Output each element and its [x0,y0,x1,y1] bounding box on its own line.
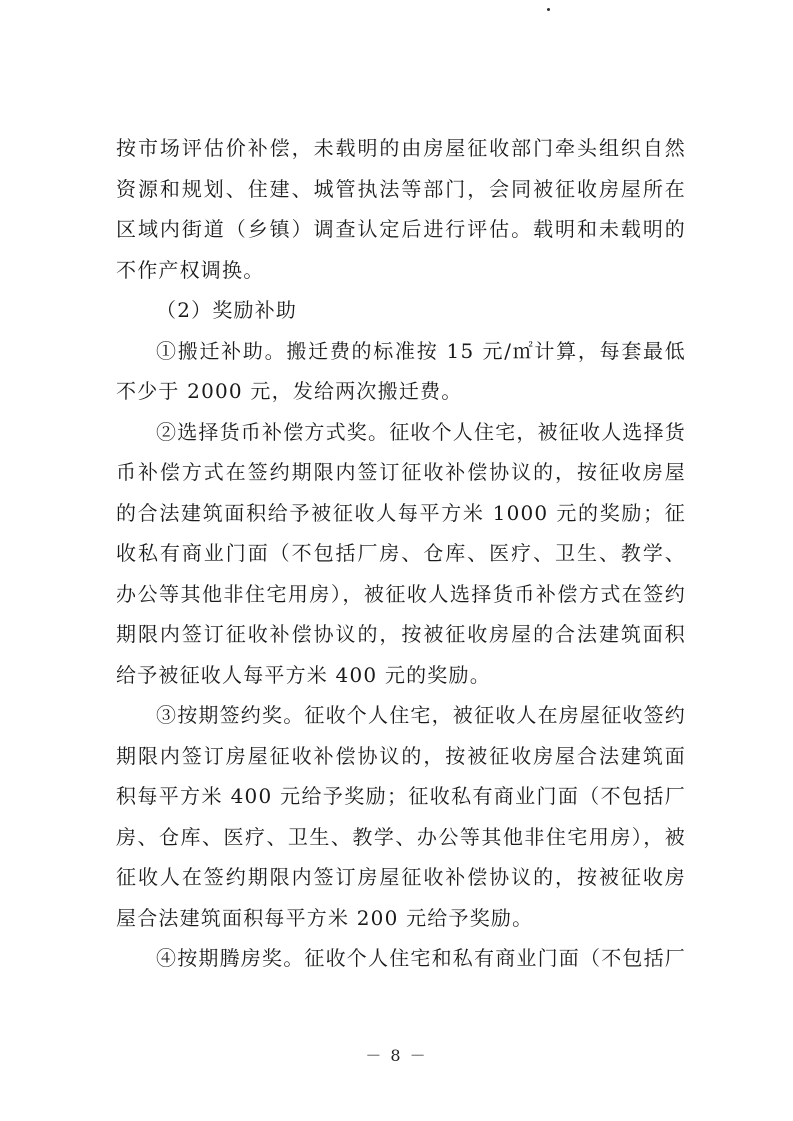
paragraph-timely-vacating-award: ④按期腾房奖。征收个人住宅和私有商业门面（不包括厂 [156,946,686,970]
paragraph-relocation-subsidy: ①搬迁补助。搬迁费的标准按 15 元/㎡计算，每套最低不少于 2000 元，发给两次搬迁费。 [116,338,686,403]
document-body [116,128,686,979]
paragraph-monetary-compensation-award: ②选择货币补偿方式奖。征收个人住宅，被征收人选择货币补偿方式在签约期限内签订征收补偿协议的，按征收房屋的合法建筑面积给予被征收人每平方米 1000 元的奖励；征收私有商业门面（不包括厂房、仓库、医疗、卫生、教学、办公等其他非住宅用房），被征收人选择货币补偿方式在签约期限内签订征收补偿协议的，按被征收房屋的合法建筑面积给予被征收人每平方米 400 元的奖励。 [116,419,686,687]
paragraph-continuation: 按市场评估价补偿，未载明的由房屋征收部门牵头组织自然资源和规划、住建、城管执法等部门，会同被征收房屋所在区域内街道（乡镇）调查认定后进行评估。载明和未载明的不作产权调换。 [116,136,686,282]
section-heading-rewards: （2）奖励补助 [156,298,298,322]
paragraph-timely-signing-award: ③按期签约奖。征收个人住宅，被征收人在房屋征收签约期限内签订房屋征收补偿协议的，按被征收房屋合法建筑面积每平方米 400 元给予奖励；征收私有商业门面（不包括厂房、仓库、医疗、卫生、教学、办公等其他非住宅用房），被征收人在签约期限内签订房屋征收补偿协议的，按被征收房屋合法建筑面积每平方米 200 元给予奖励。 [116,703,686,930]
scan-speck [547,8,550,11]
page-number: － 8 － [365,1046,428,1065]
